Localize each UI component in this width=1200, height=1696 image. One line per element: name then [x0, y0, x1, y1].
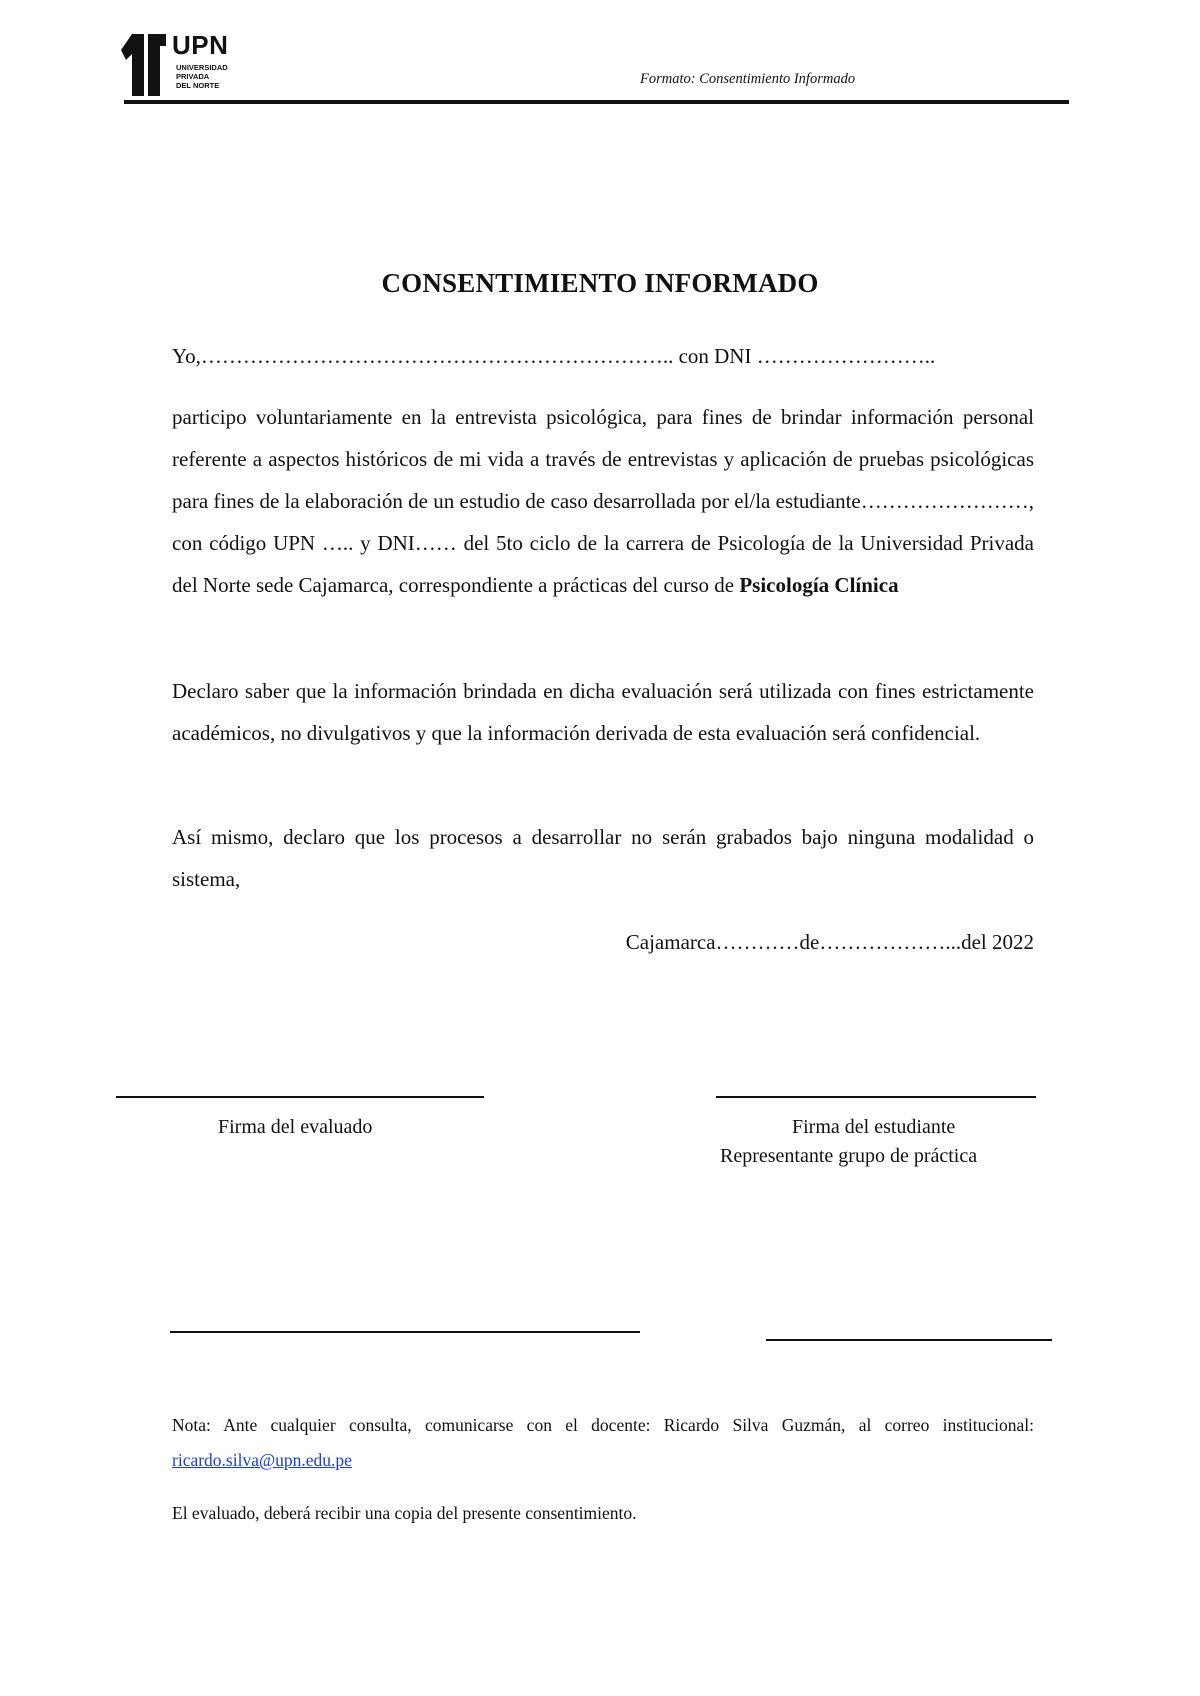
paragraph-recording: Así mismo, declaro que los procesos a desarrollar no serán grabados bajo ninguna modalidad o sistema,: [172, 825, 1034, 891]
note-copy: El evaluado, deberá recibir una copia del presente consentimiento.: [172, 1503, 637, 1523]
document-title: CONSENTIMIENTO INFORMADO: [381, 268, 819, 298]
signature-line-extra-right: [766, 1339, 1052, 1341]
place-date-line: Cajamarca…………de………………...del 2022: [625, 930, 1034, 954]
signature-line-evaluated: [116, 1096, 484, 1098]
header-divider: [124, 100, 1069, 104]
signature-line-extra-left: [170, 1331, 640, 1333]
logo-subtitle: UNIVERSIDAD PRIVADA DEL NORTE: [176, 63, 228, 90]
format-label: Formato: Consentimiento Informado: [640, 71, 856, 87]
paragraph-participation: [172, 396, 1034, 606]
paragraph-confidentiality: Declaro saber que la información brindada en dicha evaluación será utilizada con fines estrictamente académicos, no divulgativos y que la información derivada de esta evaluación será confidencial.: [172, 679, 1034, 745]
signature-label-student: Firma del estudiante: [792, 1116, 956, 1138]
upn-arrow-icon: [118, 30, 172, 98]
intro-line: Yo,………………………………………………………….. con DNI ……………………..: [172, 344, 936, 368]
signature-line-student: [716, 1096, 1036, 1098]
note-contact-text: Nota: Ante cualquier consulta, comunicarse con el docente: Ricardo Silva Guzmán, al correo institucional:: [172, 1415, 1034, 1435]
email-link[interactable]: ricardo.silva@upn.edu.pe: [172, 1450, 352, 1470]
upn-logo: [118, 30, 238, 102]
course-name: Psicología Clínica: [739, 573, 899, 597]
paragraph-participation-text: participo voluntariamente en la entrevista psicológica, para fines de brindar información personal referente a aspectos históricos de mi vida a través de entrevistas y aplicación de pruebas psicológicas para fines de la elaboración de un estudio de caso desarrollada por el/la estudiante……………………, con código UPN ….. y DNI…… del 5to ciclo de la carrera de Psicología de la Universidad Privada del Norte sede Cajamarca, correspondiente a prácticas del curso de: [172, 405, 1034, 597]
signature-label-evaluated: Firma del evaluado: [218, 1116, 373, 1138]
logo-wordmark: UPN: [172, 30, 229, 60]
signature-label-representative: Representante grupo de práctica: [720, 1145, 978, 1167]
note-contact: [172, 1408, 1034, 1478]
